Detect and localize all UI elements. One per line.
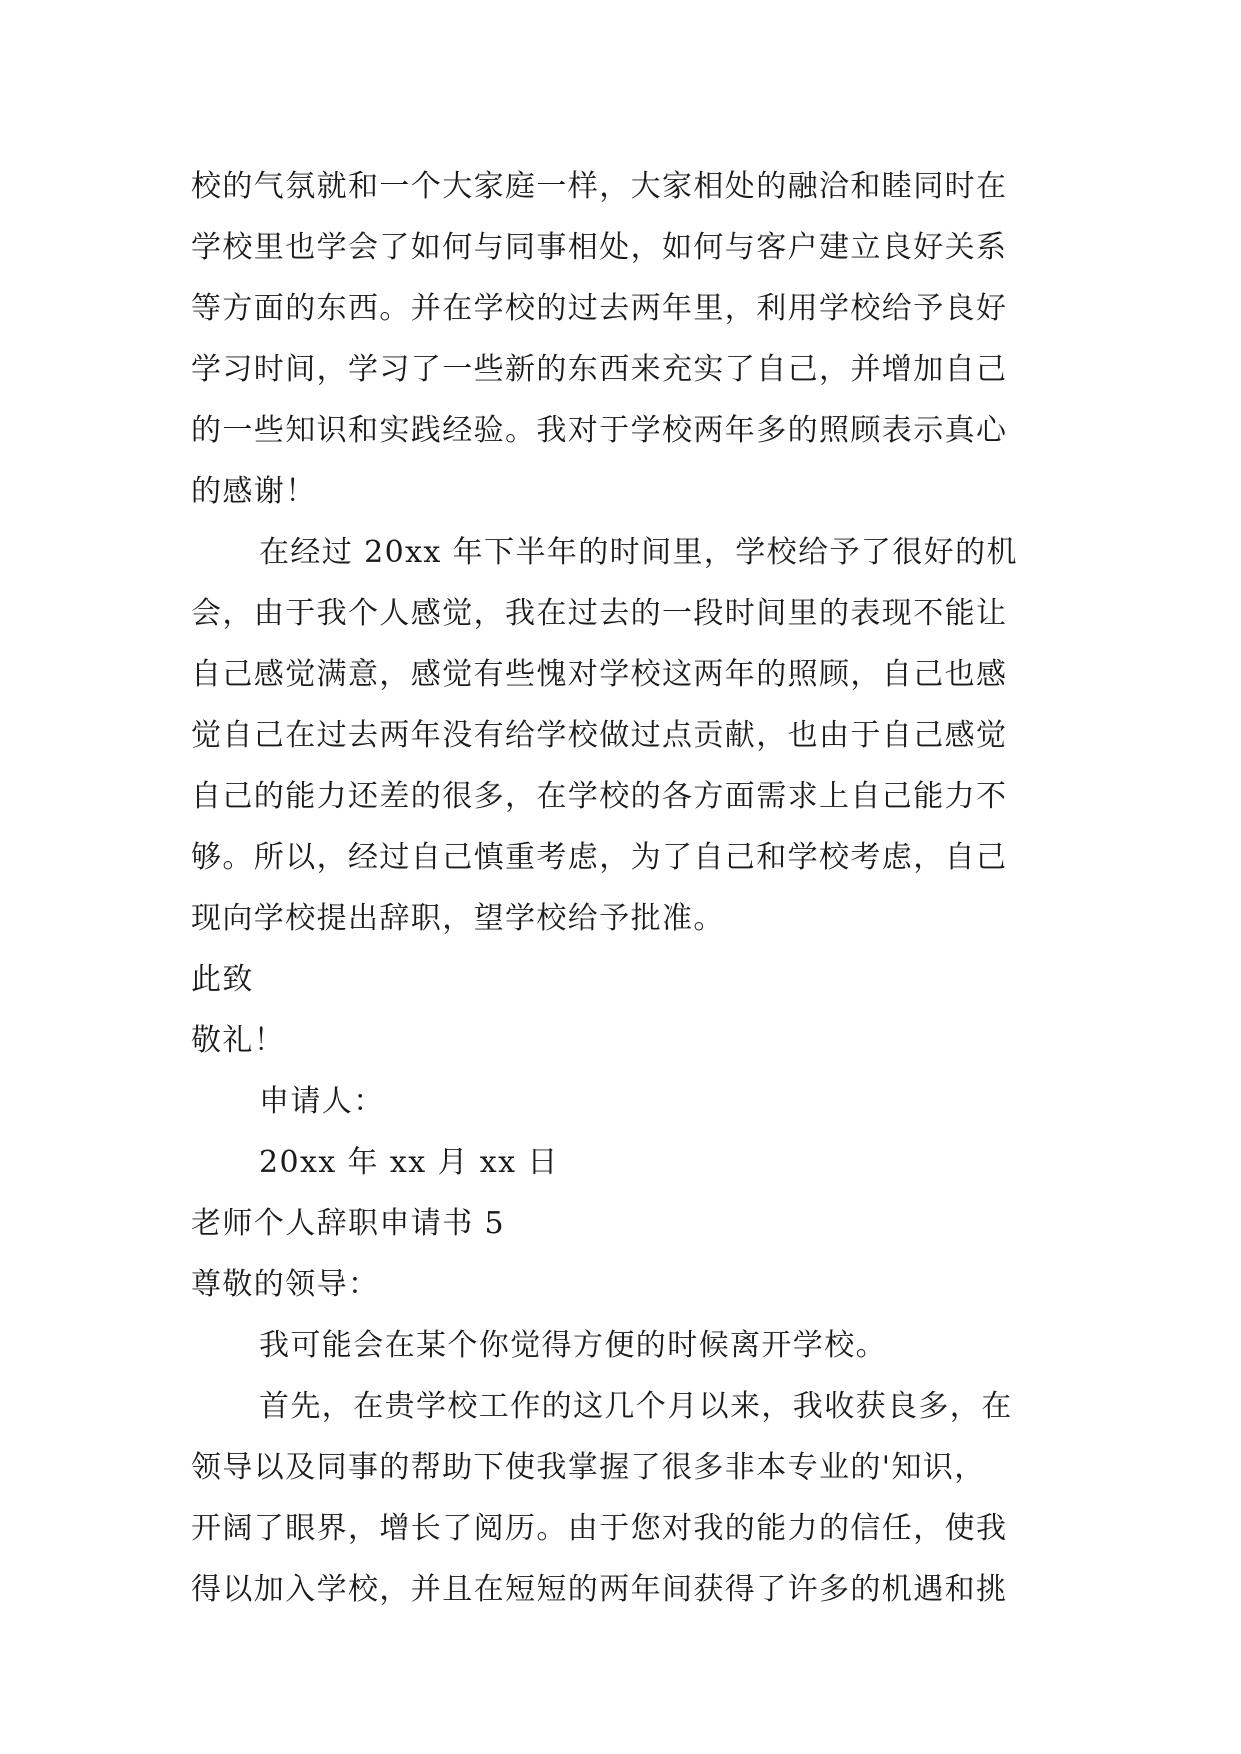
text-line: 自己的能力还差的很多，在学校的各方面需求上自己能力不 <box>191 779 1008 814</box>
text-line: 我可能会在某个你觉得方便的时候离开学校。 <box>259 1328 887 1363</box>
text-line: 此致 <box>191 962 254 997</box>
text-line: 的一些知识和实践经验。我对于学校两年多的照顾表示真心 <box>191 413 1008 448</box>
text-line: 开阔了眼界，增长了阅历。由于您对我的能力的信任，使我 <box>191 1511 1008 1546</box>
text-line: 自己感觉满意，感觉有些愧对学校这两年的照顾，自己也感 <box>191 657 1008 692</box>
text-line: 敬礼！ <box>191 1023 286 1058</box>
text-line: 领导以及同事的帮助下使我掌握了很多非本专业的'知识， <box>191 1450 986 1485</box>
text-line: 学习时间，学习了一些新的东西来充实了自己，并增加自己 <box>191 352 1008 387</box>
text-line: 现向学校提出辞职，望学校给予批准。 <box>191 901 725 936</box>
text-line: 得以加入学校，并且在短短的两年间获得了许多的机遇和挑 <box>191 1572 1008 1607</box>
text-line: 20xx 年 xx 月 xx 日 <box>259 1145 559 1180</box>
text-line: 申请人： <box>259 1084 385 1119</box>
text-line: 在经过 20xx 年下半年的时间里，学校给予了很好的机 <box>259 535 1018 570</box>
text-line: 校的气氛就和一个大家庭一样，大家相处的融洽和睦同时在 <box>191 169 1008 204</box>
text-line: 首先，在贵学校工作的这几个月以来，我收获良多，在 <box>259 1389 1013 1424</box>
text-line: 学校里也学会了如何与同事相处，如何与客户建立良好关系 <box>191 230 1008 265</box>
text-line: 会，由于我个人感觉，我在过去的一段时间里的表现不能让 <box>191 596 1008 631</box>
document-body <box>191 156 1051 1620</box>
text-line: 老师个人辞职申请书 5 <box>191 1206 506 1241</box>
text-line: 等方面的东西。并在学校的过去两年里，利用学校给予良好 <box>191 291 1008 326</box>
text-line: 觉自己在过去两年没有给学校做过点贡献，也由于自己感觉 <box>191 718 1008 753</box>
text-line: 尊敬的领导： <box>191 1267 380 1302</box>
text-line: 的感谢！ <box>191 474 317 509</box>
text-line: 够。所以，经过自己慎重考虑，为了自己和学校考虑，自己 <box>191 840 1008 875</box>
